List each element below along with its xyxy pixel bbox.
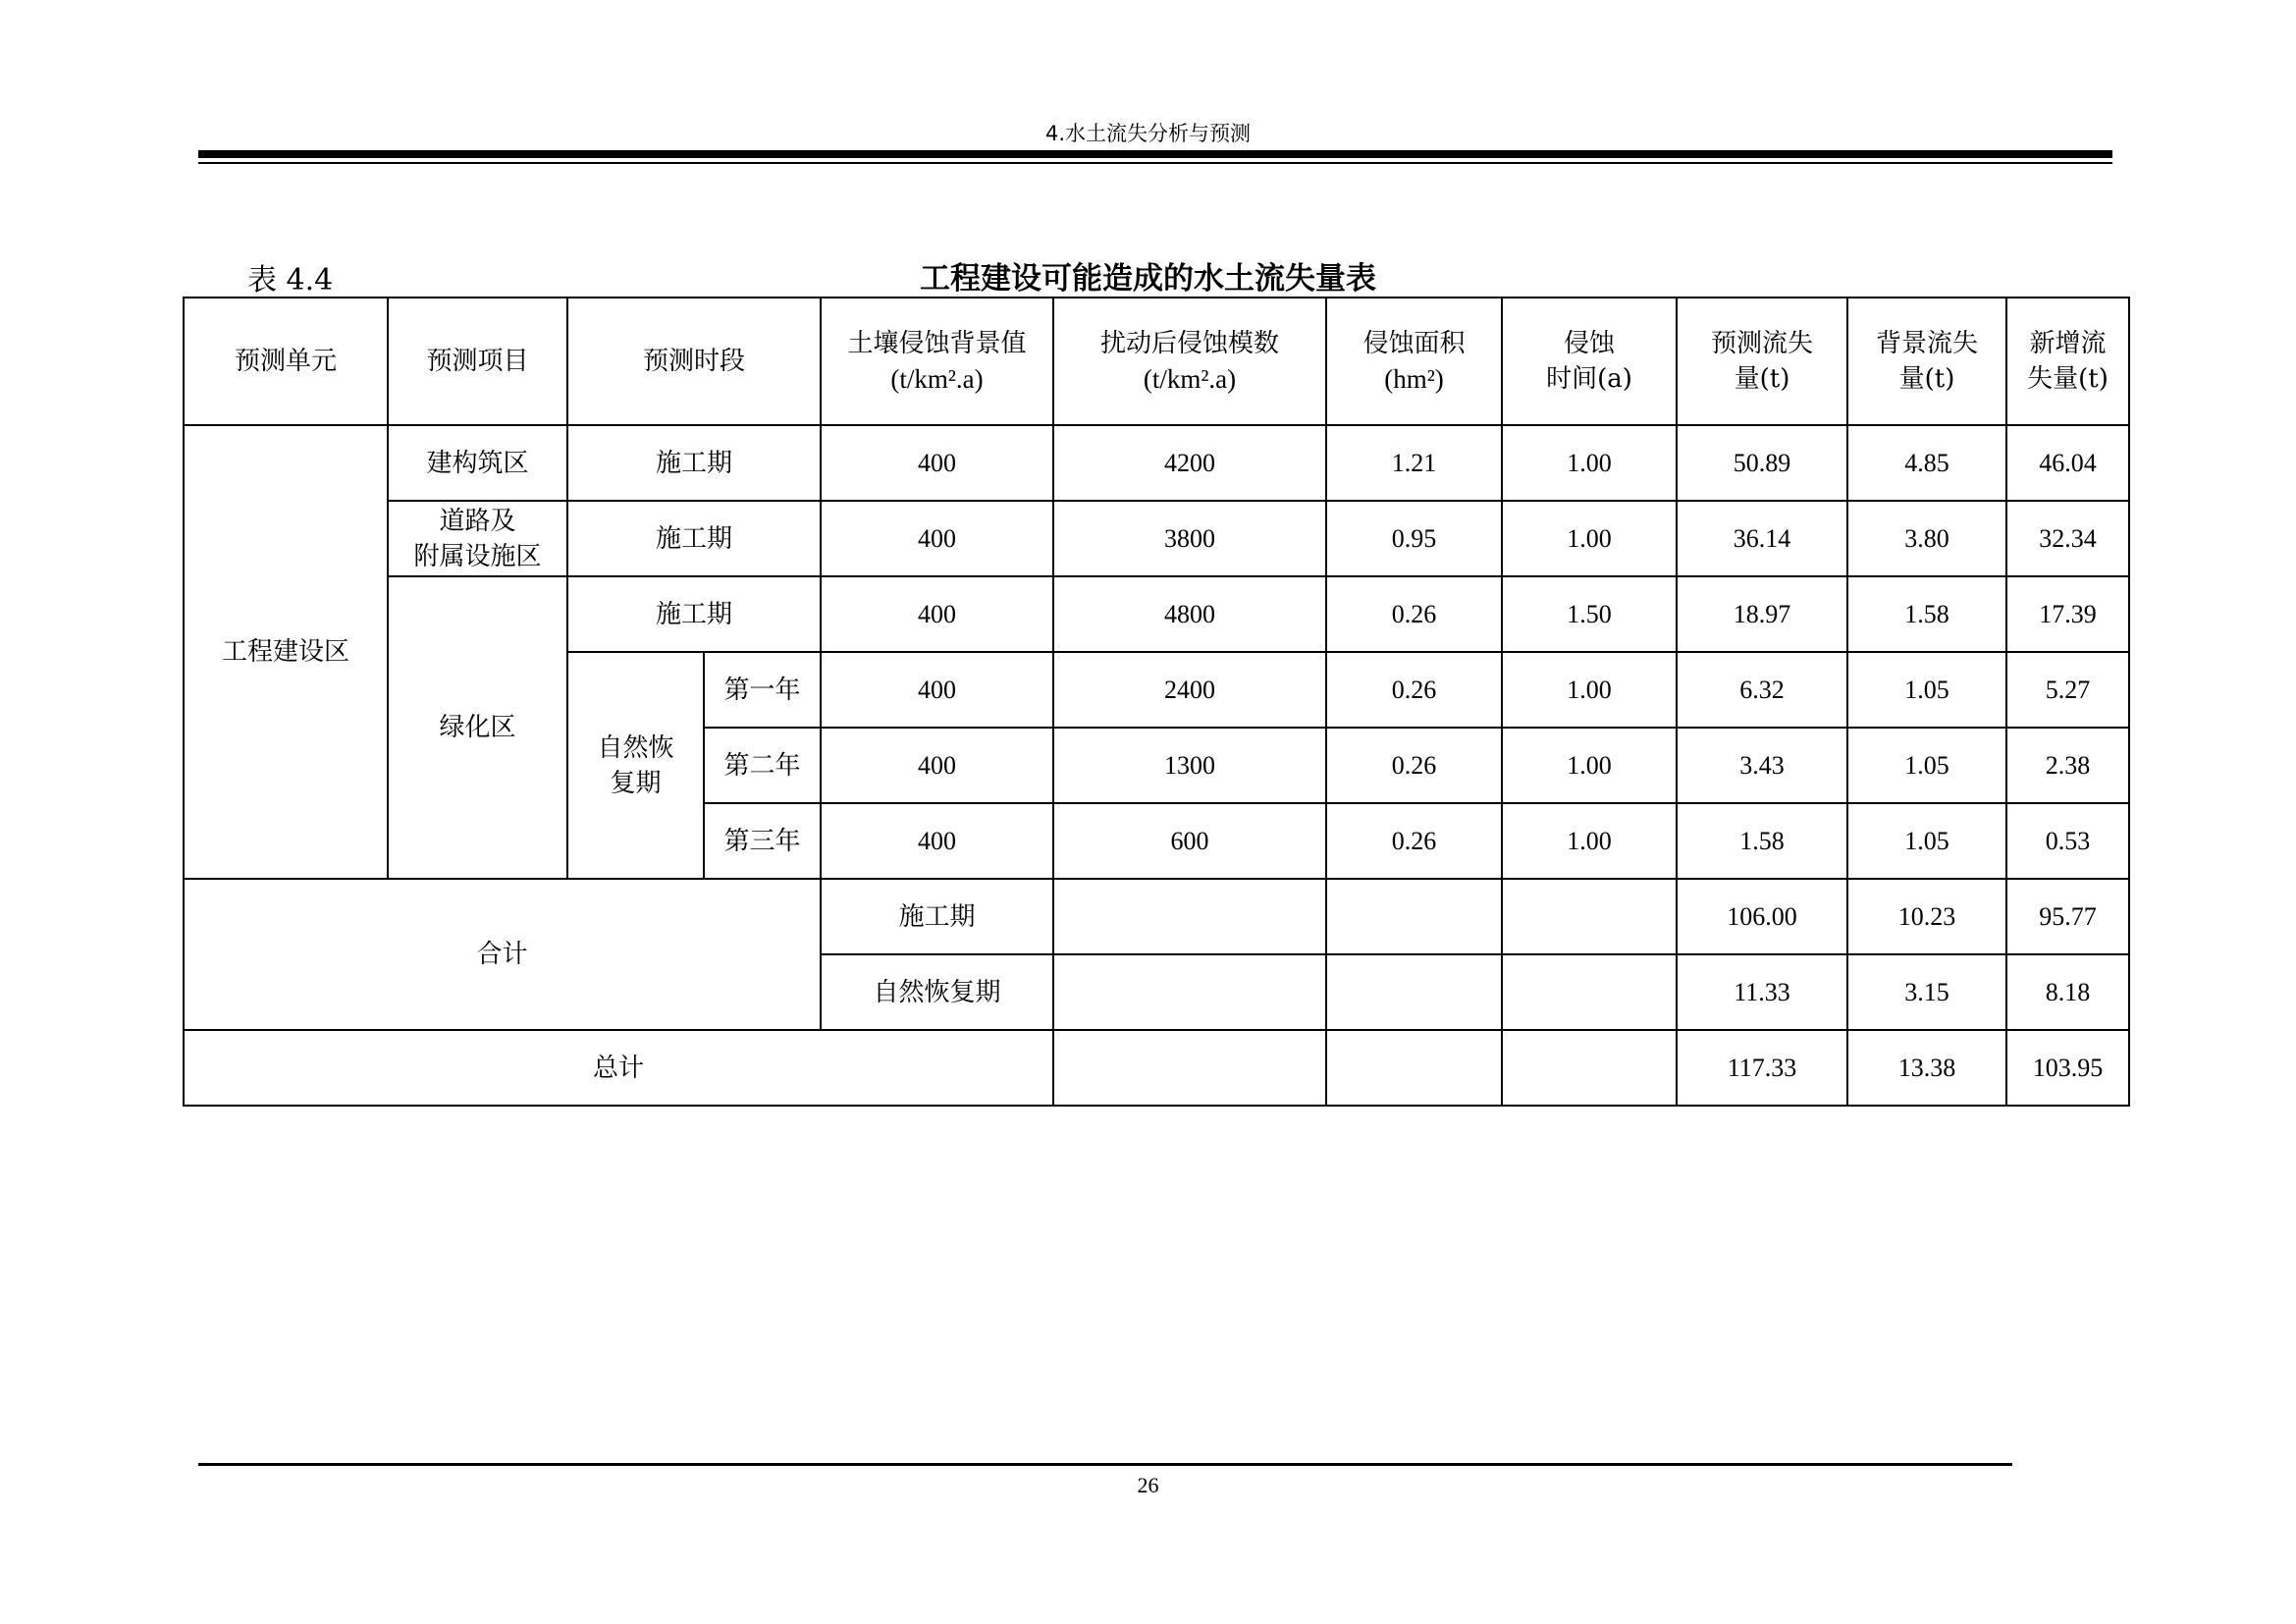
area-cell: 0.26 bbox=[1326, 803, 1502, 879]
table-caption-number: 表 4.4 bbox=[247, 263, 334, 298]
header-bg-value bbox=[821, 298, 1053, 425]
new-loss-cell: 95.77 bbox=[2006, 879, 2129, 954]
empty-cell bbox=[1326, 954, 1502, 1030]
header-new-line1: 新增流 bbox=[2029, 329, 2107, 358]
bg-value-cell: 400 bbox=[821, 728, 1053, 803]
bg-value-cell: 400 bbox=[821, 425, 1053, 501]
bg-value-cell: 400 bbox=[821, 501, 1053, 576]
disturbed-cell: 600 bbox=[1053, 803, 1326, 879]
header-disturbed bbox=[1053, 298, 1326, 425]
time-cell: 1.00 bbox=[1502, 728, 1677, 803]
area-cell: 0.26 bbox=[1326, 652, 1502, 728]
unit-cell: 工程建设区 bbox=[184, 425, 388, 879]
header-pred-line1: 预测流失 bbox=[1711, 329, 1814, 358]
header-bg-value-label: 土壤侵蚀背景值 bbox=[847, 328, 1027, 358]
header-unit: 预测单元 bbox=[184, 298, 388, 425]
time-cell: 1.00 bbox=[1502, 803, 1677, 879]
pred-loss-cell: 18.97 bbox=[1677, 576, 1847, 652]
empty-cell bbox=[1053, 954, 1326, 1030]
pred-loss-cell: 106.00 bbox=[1677, 879, 1847, 954]
header-pred-line2: 量(t) bbox=[1734, 364, 1790, 394]
header-bg-value-unit: (t/km².a) bbox=[890, 363, 984, 394]
total-row bbox=[184, 1030, 2129, 1106]
header-time bbox=[1502, 298, 1677, 425]
item-line2: 附属设施区 bbox=[413, 541, 542, 571]
running-header: 4.水土流失分析与预测 bbox=[1044, 122, 1252, 145]
period-cell: 施工期 bbox=[567, 576, 821, 652]
header-period: 预测时段 bbox=[567, 298, 821, 425]
new-loss-cell: 0.53 bbox=[2006, 803, 2129, 879]
bg-value-cell: 400 bbox=[821, 576, 1053, 652]
empty-cell bbox=[1053, 1030, 1326, 1106]
item-cell bbox=[388, 501, 567, 576]
disturbed-cell: 4800 bbox=[1053, 576, 1326, 652]
period-cell: 施工期 bbox=[567, 425, 821, 501]
disturbed-cell: 1300 bbox=[1053, 728, 1326, 803]
bg-loss-cell: 10.23 bbox=[1847, 879, 2006, 954]
new-loss-cell: 32.34 bbox=[2006, 501, 2129, 576]
new-loss-cell: 46.04 bbox=[2006, 425, 2129, 501]
header-area-label: 侵蚀面积 bbox=[1362, 328, 1466, 358]
area-cell: 0.95 bbox=[1326, 501, 1502, 576]
bg-loss-cell: 3.80 bbox=[1847, 501, 2006, 576]
new-loss-cell: 8.18 bbox=[2006, 954, 2129, 1030]
table-row bbox=[184, 501, 2129, 576]
footer-rule bbox=[198, 1463, 2012, 1466]
period-line1: 自然恢 bbox=[597, 732, 674, 763]
header-rule-thick bbox=[198, 150, 2112, 158]
item-line1: 道路及 bbox=[439, 506, 516, 536]
period-cell: 施工期 bbox=[567, 501, 821, 576]
empty-cell bbox=[1326, 879, 1502, 954]
item-cell: 绿化区 bbox=[388, 576, 567, 879]
header-new-loss bbox=[2006, 298, 2129, 425]
period-line2: 复期 bbox=[610, 768, 662, 798]
empty-cell bbox=[1326, 1030, 1502, 1106]
table-row bbox=[184, 576, 2129, 652]
subtotal-row bbox=[184, 879, 2129, 954]
item-cell: 建构筑区 bbox=[388, 425, 567, 501]
bg-value-cell: 400 bbox=[821, 803, 1053, 879]
table-row bbox=[184, 425, 2129, 501]
disturbed-cell: 4200 bbox=[1053, 425, 1326, 501]
time-cell: 1.00 bbox=[1502, 425, 1677, 501]
pred-loss-cell: 11.33 bbox=[1677, 954, 1847, 1030]
disturbed-cell: 3800 bbox=[1053, 501, 1326, 576]
header-pred-loss bbox=[1677, 298, 1847, 425]
bg-value-cell: 400 bbox=[821, 652, 1053, 728]
total-label: 总计 bbox=[184, 1030, 1053, 1106]
header-disturbed-unit: (t/km².a) bbox=[1143, 363, 1237, 394]
disturbed-cell: 2400 bbox=[1053, 652, 1326, 728]
header-bgloss-line2: 量(t) bbox=[1898, 364, 1955, 394]
header-area bbox=[1326, 298, 1502, 425]
header-time-line1: 侵蚀 bbox=[1564, 329, 1616, 358]
header-bgloss-line1: 背景流失 bbox=[1876, 329, 1979, 358]
subtotal-period-cell: 施工期 bbox=[821, 879, 1053, 954]
bg-loss-cell: 13.38 bbox=[1847, 1030, 2006, 1106]
bg-loss-cell: 4.85 bbox=[1847, 425, 2006, 501]
bg-loss-cell: 1.05 bbox=[1847, 652, 2006, 728]
bg-loss-cell: 1.05 bbox=[1847, 803, 2006, 879]
time-cell: 1.00 bbox=[1502, 501, 1677, 576]
pred-loss-cell: 6.32 bbox=[1677, 652, 1847, 728]
header-disturbed-label: 扰动后侵蚀模数 bbox=[1100, 328, 1280, 358]
subperiod-cell: 第三年 bbox=[704, 803, 821, 879]
new-loss-cell: 5.27 bbox=[2006, 652, 2129, 728]
time-cell: 1.50 bbox=[1502, 576, 1677, 652]
header-bg-loss bbox=[1847, 298, 2006, 425]
header-new-line2: 失量(t) bbox=[2027, 364, 2109, 394]
pred-loss-cell: 36.14 bbox=[1677, 501, 1847, 576]
soil-loss-table bbox=[183, 297, 2130, 1107]
period-cell bbox=[567, 652, 704, 879]
pred-loss-cell: 1.58 bbox=[1677, 803, 1847, 879]
empty-cell bbox=[1053, 879, 1326, 954]
header-rule-thin bbox=[198, 162, 2112, 164]
page-number: 26 bbox=[1137, 1473, 1159, 1497]
bg-loss-cell: 1.05 bbox=[1847, 728, 2006, 803]
table-caption-title: 工程建设可能造成的水土流失量表 bbox=[920, 261, 1376, 297]
pred-loss-cell: 117.33 bbox=[1677, 1030, 1847, 1106]
header-item: 预测项目 bbox=[388, 298, 567, 425]
empty-cell bbox=[1502, 954, 1677, 1030]
area-cell: 0.26 bbox=[1326, 576, 1502, 652]
area-cell: 0.26 bbox=[1326, 728, 1502, 803]
new-loss-cell: 17.39 bbox=[2006, 576, 2129, 652]
subtotal-label: 合计 bbox=[184, 879, 821, 1030]
subperiod-cell: 第二年 bbox=[704, 728, 821, 803]
table-header-row bbox=[184, 298, 2129, 425]
header-area-unit: (hm²) bbox=[1384, 363, 1444, 394]
empty-cell bbox=[1502, 1030, 1677, 1106]
time-cell: 1.00 bbox=[1502, 652, 1677, 728]
pred-loss-cell: 50.89 bbox=[1677, 425, 1847, 501]
area-cell: 1.21 bbox=[1326, 425, 1502, 501]
subperiod-cell: 第一年 bbox=[704, 652, 821, 728]
new-loss-cell: 2.38 bbox=[2006, 728, 2129, 803]
bg-loss-cell: 1.58 bbox=[1847, 576, 2006, 652]
header-time-line2: 时间(a) bbox=[1546, 364, 1632, 394]
pred-loss-cell: 3.43 bbox=[1677, 728, 1847, 803]
empty-cell bbox=[1502, 879, 1677, 954]
bg-loss-cell: 3.15 bbox=[1847, 954, 2006, 1030]
subtotal-period-cell: 自然恢复期 bbox=[821, 954, 1053, 1030]
new-loss-cell: 103.95 bbox=[2006, 1030, 2129, 1106]
